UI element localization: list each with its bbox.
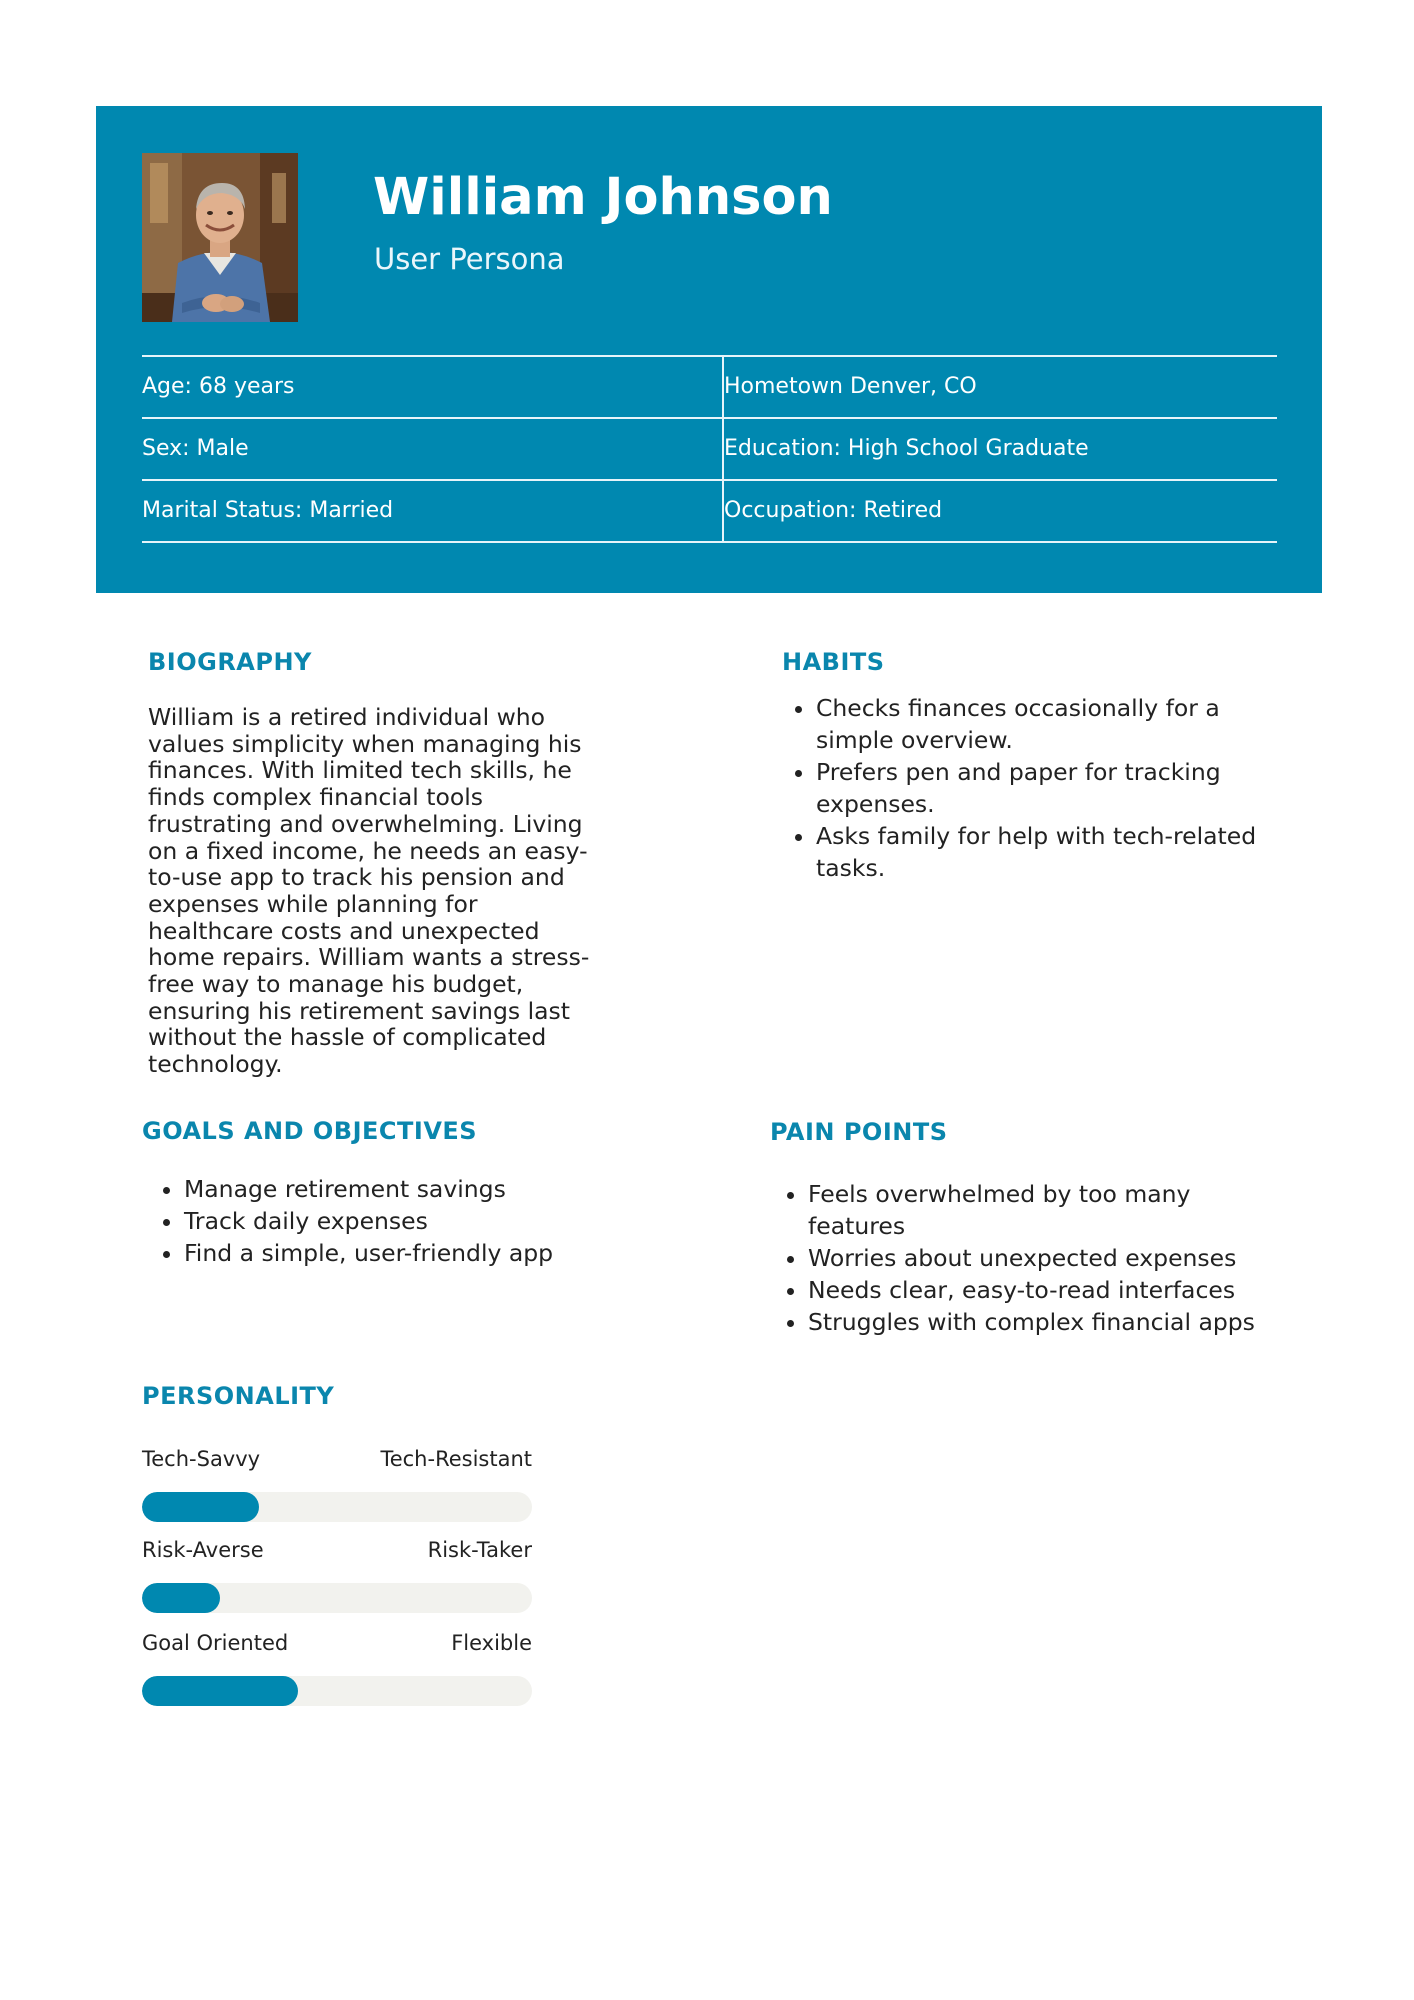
trait-goal (142, 1631, 532, 1661)
header-banner (96, 106, 1322, 593)
trait-tech (142, 1447, 532, 1477)
list-item: • Needs clear, easy-to-read interfaces (808, 1274, 1268, 1306)
trait-track (142, 1492, 532, 1522)
list-item: • Asks family for help with tech-related tasks. (816, 820, 1286, 884)
trait-labels (142, 1447, 532, 1477)
info-education: Education: High School Graduate (724, 436, 1089, 461)
info-hometown: Hometown Denver, CO (724, 374, 977, 399)
info-sex: Sex: Male (142, 436, 249, 461)
demographics-table (142, 355, 1277, 543)
persona-subtitle: User Persona (374, 242, 565, 276)
trait-fill (142, 1583, 220, 1613)
trait-track (142, 1583, 532, 1613)
info-row (142, 479, 1277, 543)
trait-fill (142, 1676, 298, 1706)
trait-track (142, 1676, 532, 1706)
trait-labels (142, 1538, 532, 1568)
trait-left-label: Risk-Averse (142, 1538, 264, 1562)
goals-list (148, 1173, 664, 1269)
trait-left-label: Goal Oriented (142, 1631, 289, 1655)
trait-right-label: Tech-Resistant (380, 1447, 532, 1471)
info-occupation: Occupation: Retired (724, 498, 943, 523)
trait-risk (142, 1538, 532, 1568)
biography-title: BIOGRAPHY (148, 648, 312, 676)
personality-title: PERSONALITY (142, 1382, 335, 1410)
habits-list (780, 692, 1286, 884)
list-item: • Prefers pen and paper for tracking expenses. (816, 756, 1286, 820)
list-item: • Track daily expenses (184, 1205, 664, 1237)
list-item: • Find a simple, user-friendly app (184, 1237, 664, 1269)
goals-title: GOALS AND OBJECTIVES (142, 1117, 478, 1145)
trait-right-label: Flexible (451, 1631, 532, 1655)
profile-photo (142, 153, 298, 322)
info-row (142, 417, 1277, 479)
biography-text: William is a retired individual who values simplicity when managing his finances. With limited tech skills, he finds complex financial tools frustrating and overwhelming. Living on a fixed income, he needs an easy-to-use app to track his pension and expenses while planning for healthcare costs and unexpected home repairs. William wants a stress-free way to manage his budget, ensuring his retirement savings last without the hassle of complicated technology. (148, 703, 590, 1079)
list-item: • Struggles with complex financial apps (808, 1306, 1268, 1338)
habits-title: HABITS (782, 648, 885, 676)
trait-left-label: Tech-Savvy (142, 1447, 261, 1471)
info-age: Age: 68 years (142, 374, 295, 399)
trait-right-label: Risk-Taker (427, 1538, 532, 1562)
list-item: • Manage retirement savings (184, 1173, 664, 1205)
trait-labels (142, 1631, 532, 1661)
portrait-image (142, 153, 298, 322)
list-item: • Worries about unexpected expenses (808, 1242, 1268, 1274)
info-row (142, 355, 1277, 417)
info-marital-status: Marital Status: Married (142, 498, 394, 523)
persona-name: William Johnson (373, 168, 833, 227)
pain-points-list (772, 1178, 1268, 1338)
list-item: • Feels overwhelmed by too many features (808, 1178, 1268, 1242)
list-item: • Checks finances occasionally for a simple overview. (816, 692, 1286, 756)
trait-fill (142, 1492, 259, 1522)
pain-points-title: PAIN POINTS (770, 1118, 948, 1146)
